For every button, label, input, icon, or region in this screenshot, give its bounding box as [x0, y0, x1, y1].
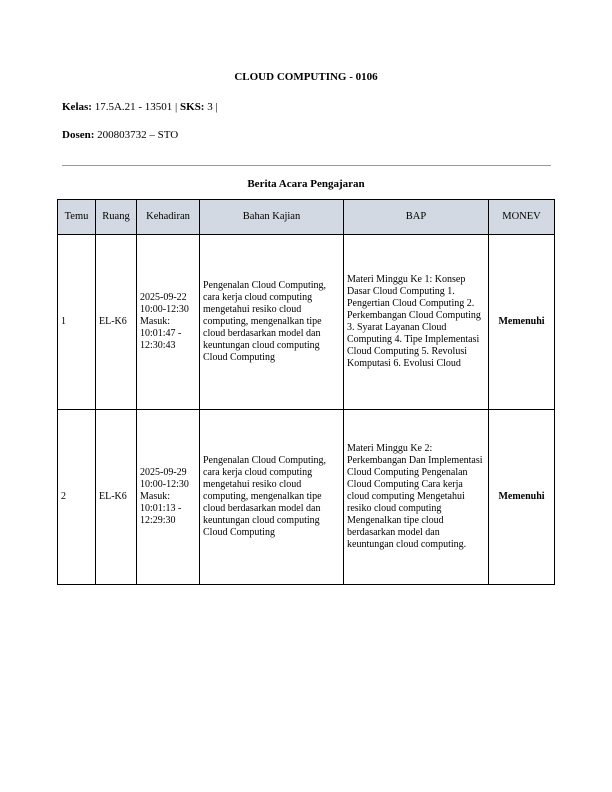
- table-row: [58, 410, 555, 585]
- table-header-row: [58, 200, 555, 235]
- kehadiran-cell: [137, 410, 200, 585]
- monev-cell: Memenuhi: [489, 410, 555, 585]
- bap-cell: Materi Minggu Ke 1: Konsep Dasar Cloud Computing 1. Pengertian Cloud Computing 2. Perkembangan Cloud Computing 3. Syarat Layanan Cloud Computing 4. Tipe Implementasi Cloud Computing 5. Revolusi Komputasi 6. Evolusi Cloud: [344, 235, 489, 410]
- kehadiran-masuk: Masuk: 10:01:13 - 12:29:30: [140, 491, 182, 526]
- bahan-kajian-cell: [200, 235, 344, 410]
- kelas-line: [62, 101, 218, 113]
- dosen-label: Dosen:: [62, 129, 95, 141]
- col-header-temu: Temu: [58, 200, 96, 235]
- kehadiran-masuk: Masuk: 10:01:47 - 12:30:43: [140, 316, 182, 351]
- bahan-kajian-text: Pengenalan Cloud Computing, cara kerja cloud computing mengetahui resiko cloud computing, mengenalkan tipe cloud berdasarkan model dan keuntungan cloud computing: [203, 455, 327, 526]
- ruang-cell: EL-K6: [96, 410, 137, 585]
- bahan-kajian-cell: [200, 410, 344, 585]
- divider: [62, 165, 551, 166]
- bap-cell: Materi Minggu Ke 2: Perkembangan Dan Implementasi Cloud Computing Pengenalan Cloud Computing Cara kerja cloud computing Mengetahui resiko cloud computing Mengenalkan tipe cloud berdasarkan model dan keuntungan cloud computing.: [344, 410, 489, 585]
- bahan-kajian-text: Pengenalan Cloud Computing, cara kerja cloud computing mengetahui resiko cloud computing, mengenalkan tipe cloud berdasarkan model dan keuntungan cloud computing: [203, 280, 327, 351]
- monev-cell: Memenuhi: [489, 235, 555, 410]
- kelas-label: Kelas:: [62, 101, 92, 113]
- kehadiran-cell: [137, 235, 200, 410]
- bahan-kajian-topic: Cloud Computing: [203, 527, 275, 538]
- temu-cell: 2: [58, 410, 96, 585]
- col-header-ruang: Ruang: [96, 200, 137, 235]
- col-header-bap: BAP: [344, 200, 489, 235]
- temu-cell: 1: [58, 235, 96, 410]
- bap-table: [57, 199, 555, 585]
- dosen-value: 200803732 – STO: [97, 129, 179, 141]
- col-header-monev: MONEV: [489, 200, 555, 235]
- col-header-bahan-kajian: Bahan Kajian: [200, 200, 344, 235]
- page-title: CLOUD COMPUTING - 0106: [234, 71, 378, 83]
- ruang-cell: EL-K6: [96, 235, 137, 410]
- bahan-kajian-topic: Cloud Computing: [203, 352, 275, 363]
- sks-value: 3 |: [207, 101, 218, 113]
- kehadiran-schedule: 2025-09-29 10:00-12:30: [140, 467, 189, 490]
- table-row: [58, 235, 555, 410]
- kelas-value: 17.5A.21 - 13501 |: [94, 101, 178, 113]
- dosen-line: [62, 129, 178, 141]
- kehadiran-schedule: 2025-09-22 10:00-12:30: [140, 292, 189, 315]
- table-caption: Berita Acara Pengajaran: [247, 178, 365, 190]
- col-header-kehadiran: Kehadiran: [137, 200, 200, 235]
- sks-label: SKS:: [180, 101, 205, 113]
